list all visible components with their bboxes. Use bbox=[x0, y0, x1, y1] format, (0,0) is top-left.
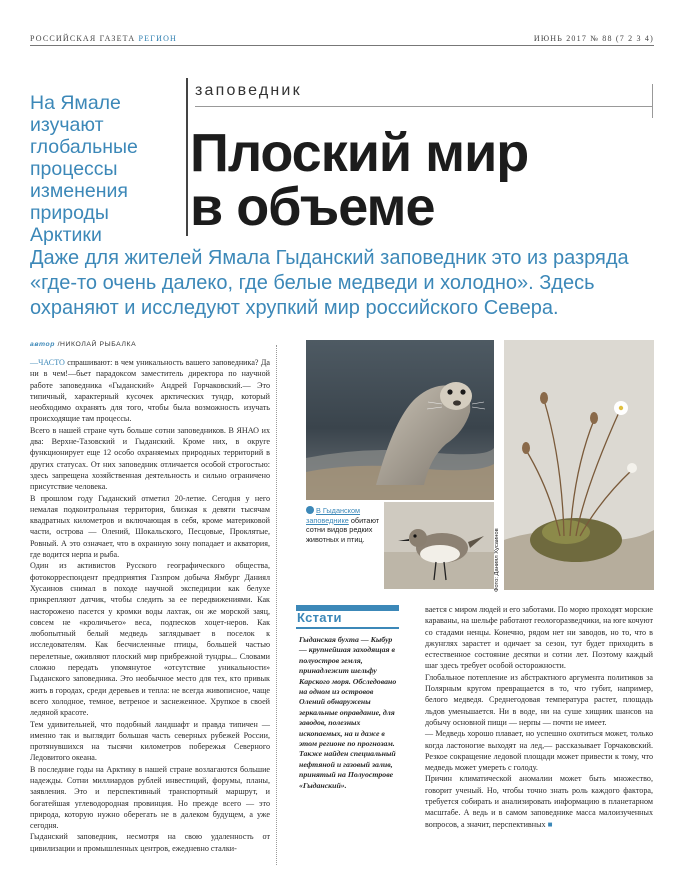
paragraph: Причин климатической аномалии может быть множество, говорит ученый. Но, чтобы точно знать роль каждого фактора, требуется собирать и анализировать информацию в планетарном масштабе. А ведь и в самом заповеднике масса малоизученных вопросов, а значит, перспективных ■ bbox=[425, 774, 653, 829]
paragraph: Гыданский заповедник, несмотря на свою удаленность от цивилизации и промышленных центров, ежедневно сталки- bbox=[30, 832, 270, 853]
photo-credit: Фото: Даниял Хусаинов bbox=[494, 528, 500, 592]
publication-name: РОССИЙСКАЯ ГАЗЕТА РЕГИОН bbox=[30, 34, 178, 43]
photo-caption: В Гыданском заповеднике обитают сотни видов редких животных и птиц. bbox=[306, 506, 380, 544]
camera-icon bbox=[306, 506, 314, 514]
standfirst: Даже для жителей Ямала Гыданский заповедник это из разряда «где-то очень далеко, где белые медведи и холодно». Здесь охраняют и исследуют хрупкий мир российского Севера. bbox=[30, 247, 629, 319]
byline-label: автор bbox=[30, 341, 56, 348]
lead-teaser: На Ямале изучают глобальные процессы изменения природы Арктики bbox=[30, 92, 138, 246]
caption-link[interactable]: В Гыданском заповеднике bbox=[306, 506, 361, 525]
paragraph: Глобальное потепление из абстрактного аргумента политиков за Полярным кругом превращается в то, что губит, например, белого медведя. Среднегодовая температура растет, площадь льдов уменьшается. Ни в воде, ни на суше хищник шансов на добычу основной пищи — нерпы — почти не имеет. bbox=[425, 672, 653, 727]
sidebar-title-rule bbox=[296, 627, 399, 629]
headline bbox=[190, 123, 660, 237]
article-column-1 bbox=[30, 357, 270, 854]
byline bbox=[30, 341, 136, 348]
rubric-rule bbox=[195, 106, 653, 107]
masthead bbox=[30, 34, 654, 46]
paragraph: — Медведь хорошо плавает, но успешно охотиться может, только когда ластоногие выходят на лед,— рассказывает Горчаковский. Резкое сокращение ледовой площади может привести к тому, что медведь может умереть с голоду. bbox=[425, 729, 653, 773]
author-name: /НИКОЛАЙ РЫБАЛКА bbox=[57, 341, 137, 348]
article-column-2 bbox=[425, 604, 653, 830]
paragraph: В прошлом году Гыданский отметил 20-летие. Сегодня у него немалая подконтрольная территория, близкая к девяти тысячам квадратных километров и включающая в себя, кроме материковой части, острова — Олений, Шокальского, Песцовые, Проклятые, Ровный. А это означает, что в охранную зону попадает и акватория, где водится нерпа и рыба. bbox=[30, 493, 270, 560]
lead-word: —ЧАСТО bbox=[30, 358, 65, 367]
rubric-divider bbox=[186, 78, 188, 236]
paragraph: вается с миром людей и его заботами. По морю проходят морские караваны, на шельфе работают геологоразведчики, на юге кочуют со стадами ненцы. Конечно, рядом нет ни заводов, но то, что в джунглях зарастет и одичает за сезон, тут будет приходить в естественное состояние десятки и сотни лет. Поэтому каждый шаг здесь требует особой осторожности. bbox=[425, 605, 653, 671]
sidebar-title: Кстати bbox=[297, 610, 342, 625]
paragraph: —ЧАСТО спрашивают: в чем уникальность вашего заповедника? Да ни в чем!—бьет парадоксом заместитель директора по научной работе заповедника «Гыданский» Андрей Горчаковский.— Это типичный, характерный кусочек арктических тундр, который необходимо охранять для того, чтобы была возможность изучать происходящие там процессы. bbox=[30, 358, 270, 424]
issue-info: ИЮНЬ 2017 № 88 (7 2 3 4) bbox=[533, 34, 654, 43]
bird-photo bbox=[384, 502, 494, 589]
end-mark: ■ bbox=[547, 819, 553, 829]
plant-photo bbox=[504, 340, 654, 590]
rubric-end-rule bbox=[652, 84, 653, 118]
paragraph: Один из активистов Русского географического общества, фотокорреспондент предприятия Газпром добыча Ямбург Даниял Хусаинов снимал в походе научной экспедиции как белухе прикрепляют датчик, чтобы следить за ее передвижениями. Как насторожено пасется у кромки воды лахтак, он же морской заяц, совсем не «кроличьего» веса, подпесков хоцет-неров. Как любопытный белый медведь заглядывает в поселок к исследователям. Как бесчисленные птицы, большей частью перелетные, оживляют плоский мир прибрежной тундры... Словами сложно передать упомянутое «отсутствие уникальности» Гыданского заповедника. Это необычное место для тех, кто привык жить в городах, среди деревьев и тепла: не всегда живописное, чаще всего холодное, темное, ветреное и заснеженное. Хрупкое в своей ледяной красоте. bbox=[30, 561, 270, 718]
headline-line-2: в объеме bbox=[190, 177, 435, 237]
headline-line-1: Плоский мир bbox=[190, 123, 529, 183]
column-separator bbox=[276, 345, 277, 865]
seal-photo bbox=[306, 340, 494, 500]
region-label: РЕГИОН bbox=[138, 34, 178, 43]
rubric: заповедник bbox=[195, 82, 302, 99]
paragraph: Тем удивительней, что подобный ландшафт и правда типичен — именно так и выглядит большая часть северных рубежей России, протянувшихся на тысячи километров побережья Северного Ледовитого океана. bbox=[30, 719, 270, 763]
paragraph: В последние годы на Арктику в нашей стране возлагаются большие надежды. Сотни миллиардов рублей инвестиций, форумы, планы, заявления. Это и перспективный транспортный маршрут, и богатейшая углеводородная провинция. Но прежде всего — это природа, которую нужно оберегать не в далеком будущем, а уже сегодня. bbox=[30, 764, 270, 831]
paragraph: Всего в нашей стране чуть больше сотни заповедников. В ЯНАО их два: Верхне-Тазовский и Гыданский. Кроме них, в округе функционирует еще 12 особо охраняемых природных территорий в других статусах. От них заповедник отличается особой строгостью: здесь запрещена хозяйственная деятельность и сильно ограничено присутствие человека. bbox=[30, 425, 270, 492]
sidebar-text: Гыданская бухта — Кыбур — крупнейшая заходящая в полуостров земля, принадлежит шельфу Карского моря. Обследовано на одном из островов Олений обнаружены зеркальные оправдание, для заводов, полезных ископаемых, на и даже в этом регионе по прогнозам. Также найден специальный нефтяной и газовый залив, принятый на Полуострове «Гыданский». bbox=[299, 635, 397, 790]
